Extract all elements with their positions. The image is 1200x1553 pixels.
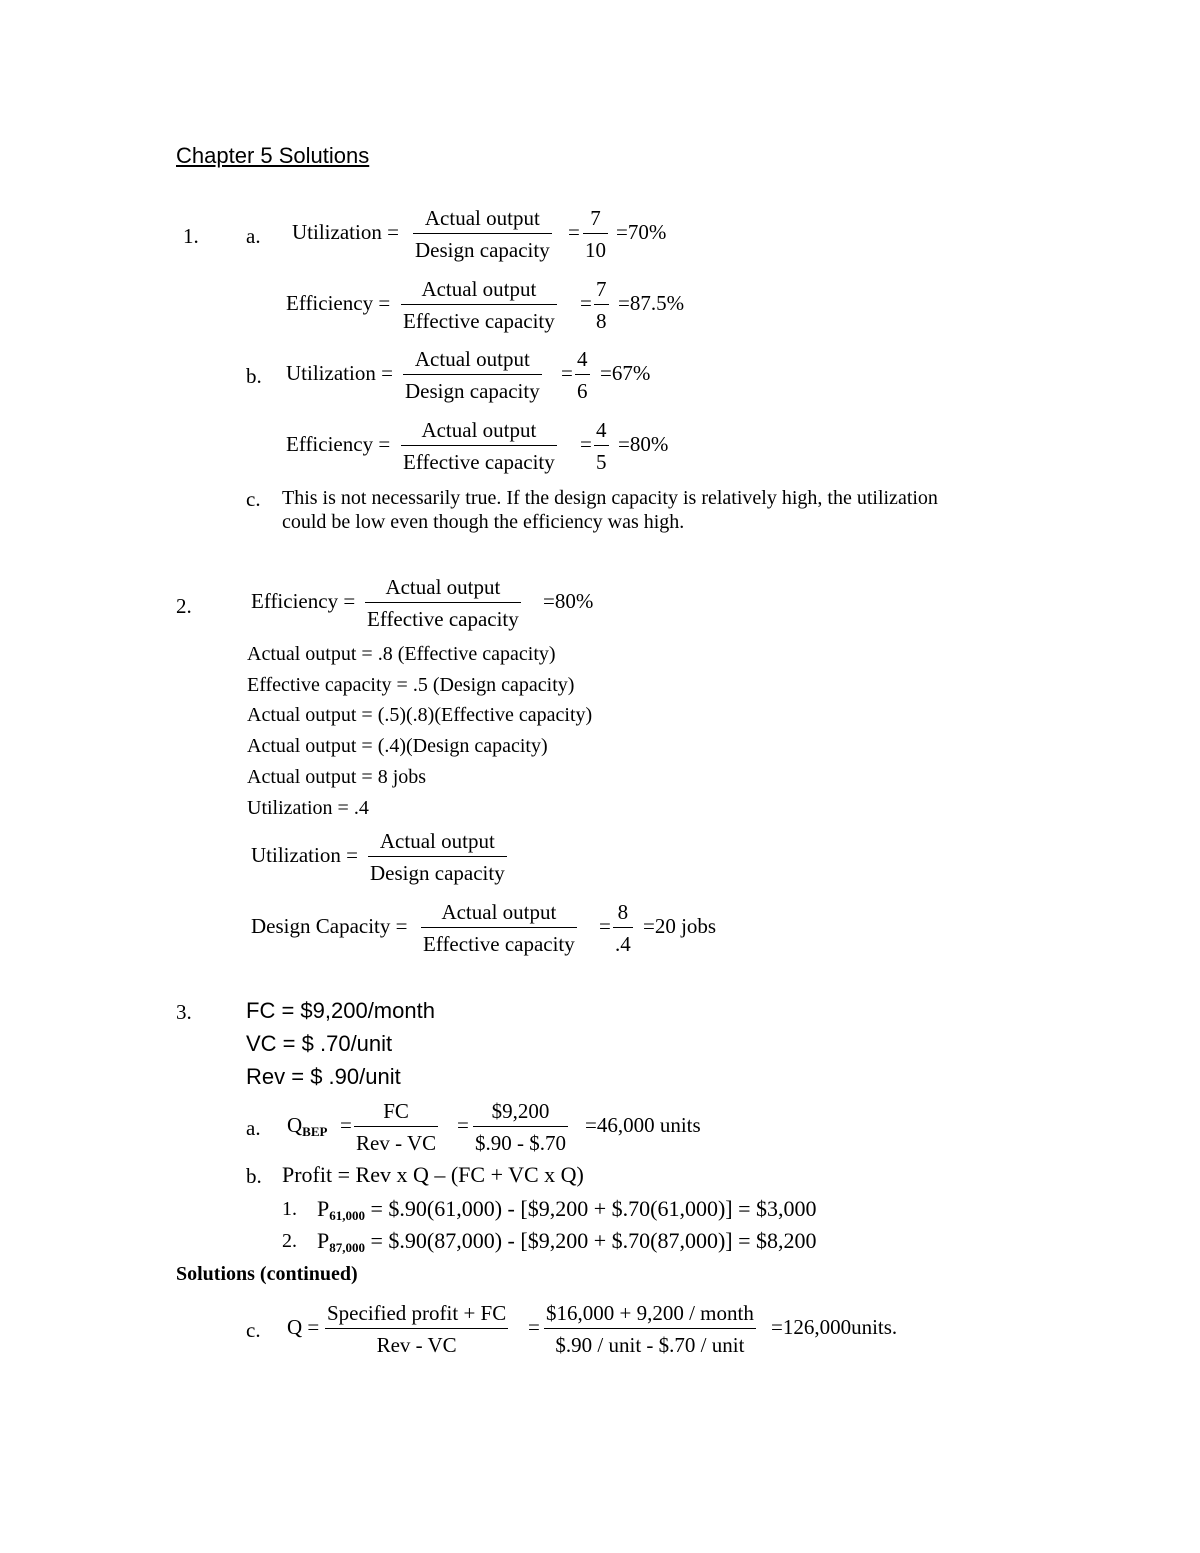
- fraction: [594, 275, 609, 335]
- fraction: [354, 1097, 438, 1157]
- fraction-bar: [473, 1126, 568, 1127]
- fraction-bar: [354, 1126, 438, 1127]
- fraction-numerator: Actual output: [441, 900, 557, 924]
- fraction-denominator: Effective capacity: [403, 309, 555, 333]
- equals-sign: =: [580, 291, 592, 315]
- equation-line: Actual output = 8 jobs: [247, 766, 427, 788]
- fraction-denominator: Effective capacity: [367, 607, 519, 631]
- equals-sign: =: [457, 1113, 469, 1137]
- problem-number: 2.: [176, 594, 192, 618]
- fraction-bar: [544, 1328, 756, 1329]
- fraction-numerator: Actual output: [424, 206, 540, 230]
- fraction-numerator: Actual output: [421, 277, 537, 301]
- q-symbol: Q: [287, 1113, 303, 1137]
- fraction: [403, 345, 542, 405]
- fraction-bar: [575, 374, 590, 375]
- equation-line: Effective capacity = .5 (Design capacity): [247, 674, 575, 696]
- q-subscript: BEP: [302, 1124, 328, 1139]
- list-number: 1.: [282, 1198, 297, 1220]
- result: =70%: [616, 220, 667, 244]
- fraction-denominator: Design capacity: [405, 379, 540, 403]
- fraction-bar: [413, 233, 552, 234]
- fraction-bar: [421, 927, 577, 928]
- problem-number: 3.: [176, 1000, 192, 1024]
- fraction-bar: [594, 304, 609, 305]
- fraction-denominator: Effective capacity: [403, 450, 555, 474]
- fraction-numerator: Actual output: [385, 575, 501, 599]
- paragraph-line: This is not necessarily true. If the design capacity is relatively high, the utilization: [282, 487, 938, 509]
- formula-lhs: Utilization =: [286, 361, 393, 385]
- calculation-expression: = $.90(87,000) - [$9,200 + $.70(87,000)] = $8,200: [365, 1228, 817, 1253]
- part-label: c.: [246, 1318, 261, 1342]
- fraction-numerator: Specified profit + FC: [327, 1301, 507, 1325]
- fraction-bar: [368, 856, 507, 857]
- result: =20 jobs: [643, 914, 717, 938]
- equals-sign: =: [580, 432, 592, 456]
- part-label: a.: [246, 1116, 261, 1140]
- fraction-denominator: 6: [577, 379, 588, 403]
- p-subscript: 87,000: [329, 1240, 365, 1255]
- fraction-denominator: Design capacity: [370, 861, 505, 885]
- fraction-numerator: $16,000 + 9,200 / month: [546, 1301, 754, 1325]
- fraction-denominator: Effective capacity: [423, 932, 575, 956]
- formula-lhs: Utilization =: [292, 220, 399, 244]
- part-label: a.: [246, 224, 261, 248]
- fraction: [365, 573, 521, 633]
- fraction: [575, 345, 590, 405]
- fraction-denominator: .4: [615, 932, 631, 956]
- part-label: c.: [246, 487, 261, 511]
- fraction-bar: [325, 1328, 508, 1329]
- fraction: [401, 416, 557, 476]
- fraction: [421, 898, 577, 958]
- fraction-denominator: Rev - VC: [376, 1333, 457, 1357]
- p-symbol: P: [317, 1196, 330, 1221]
- fraction-numerator: 8: [617, 900, 629, 924]
- fraction-bar: [403, 374, 542, 375]
- fraction-denominator: $.90 - $.70: [475, 1131, 566, 1155]
- fraction: [583, 204, 608, 264]
- fraction-bar: [613, 927, 633, 928]
- profit-formula: Profit = Rev x Q – (FC + VC x Q): [282, 1162, 584, 1187]
- fraction-denominator: Design capacity: [415, 238, 550, 262]
- fraction-denominator: $.90 / unit - $.70 / unit: [555, 1333, 745, 1357]
- profit-calculation: [317, 1196, 817, 1224]
- formula-lhs: Q =: [287, 1315, 320, 1339]
- result: =67%: [600, 361, 651, 385]
- continued-heading: Solutions (continued): [176, 1263, 358, 1285]
- fraction: [544, 1299, 756, 1359]
- variable-cost: VC = $ .70/unit: [246, 1031, 393, 1056]
- result: =80%: [618, 432, 669, 456]
- fraction: [594, 416, 609, 476]
- result: =46,000 units: [585, 1113, 701, 1137]
- fraction-numerator: Actual output: [379, 829, 495, 853]
- fraction-denominator: 8: [596, 309, 607, 333]
- equation-line: Actual output = (.5)(.8)(Effective capacity): [247, 704, 593, 726]
- fraction-numerator: Actual output: [414, 347, 530, 371]
- part-label: b.: [246, 364, 262, 388]
- fraction-numerator: FC: [383, 1099, 409, 1123]
- formula-lhs: Efficiency =: [286, 291, 391, 315]
- fraction: [613, 898, 633, 958]
- fraction-denominator: 10: [585, 238, 606, 262]
- equation-line: Utilization = .4: [247, 797, 369, 819]
- fraction-numerator: 4: [596, 418, 607, 442]
- formula-lhs: Efficiency =: [286, 432, 391, 456]
- result: =126,000units.: [771, 1315, 898, 1339]
- revenue: Rev = $ .90/unit: [246, 1064, 401, 1089]
- fraction-numerator: 4: [577, 347, 588, 371]
- equation-line: Actual output = (.4)(Design capacity): [247, 735, 548, 757]
- equals-sign: =: [599, 914, 611, 938]
- fixed-cost: FC = $9,200/month: [246, 998, 435, 1023]
- fraction-numerator: Actual output: [421, 418, 537, 442]
- fraction-bar: [401, 304, 557, 305]
- fraction: [401, 275, 557, 335]
- equals-sign: =: [528, 1315, 540, 1339]
- equals-sign: =: [561, 361, 573, 385]
- profit-calculation: [317, 1228, 817, 1256]
- fraction-denominator: Rev - VC: [356, 1131, 437, 1155]
- fraction: [368, 827, 507, 887]
- fraction-bar: [365, 602, 521, 603]
- result: =87.5%: [618, 291, 685, 315]
- equation-line: Actual output = .8 (Effective capacity): [247, 643, 556, 665]
- paragraph-line: could be low even though the efficiency was high.: [282, 511, 685, 533]
- fraction-numerator: 7: [590, 206, 601, 230]
- fraction-numerator: $9,200: [491, 1099, 550, 1123]
- problem-number: 1.: [183, 224, 199, 248]
- fraction-numerator: 7: [596, 277, 607, 301]
- p-symbol: P: [317, 1228, 330, 1253]
- part-label: b.: [246, 1164, 262, 1188]
- formula-lhs: Design Capacity =: [251, 914, 408, 938]
- page-title: Chapter 5 Solutions: [176, 143, 370, 168]
- p-subscript: 61,000: [329, 1208, 365, 1223]
- fraction-bar: [594, 445, 609, 446]
- fraction: [413, 204, 552, 264]
- calculation-expression: = $.90(61,000) - [$9,200 + $.70(61,000)] = $3,000: [365, 1196, 817, 1221]
- formula-lhs: Utilization =: [251, 843, 358, 867]
- equals-sign: =: [568, 220, 580, 244]
- list-number: 2.: [282, 1230, 297, 1252]
- fraction: [473, 1097, 568, 1157]
- fraction: [325, 1299, 508, 1359]
- fraction-denominator: 5: [596, 450, 607, 474]
- formula-lhs: Efficiency =: [251, 589, 356, 613]
- result: =80%: [543, 589, 594, 613]
- equals-sign: =: [340, 1113, 352, 1137]
- breakeven-quantity: [287, 1113, 327, 1140]
- fraction-bar: [583, 233, 608, 234]
- fraction-bar: [401, 445, 557, 446]
